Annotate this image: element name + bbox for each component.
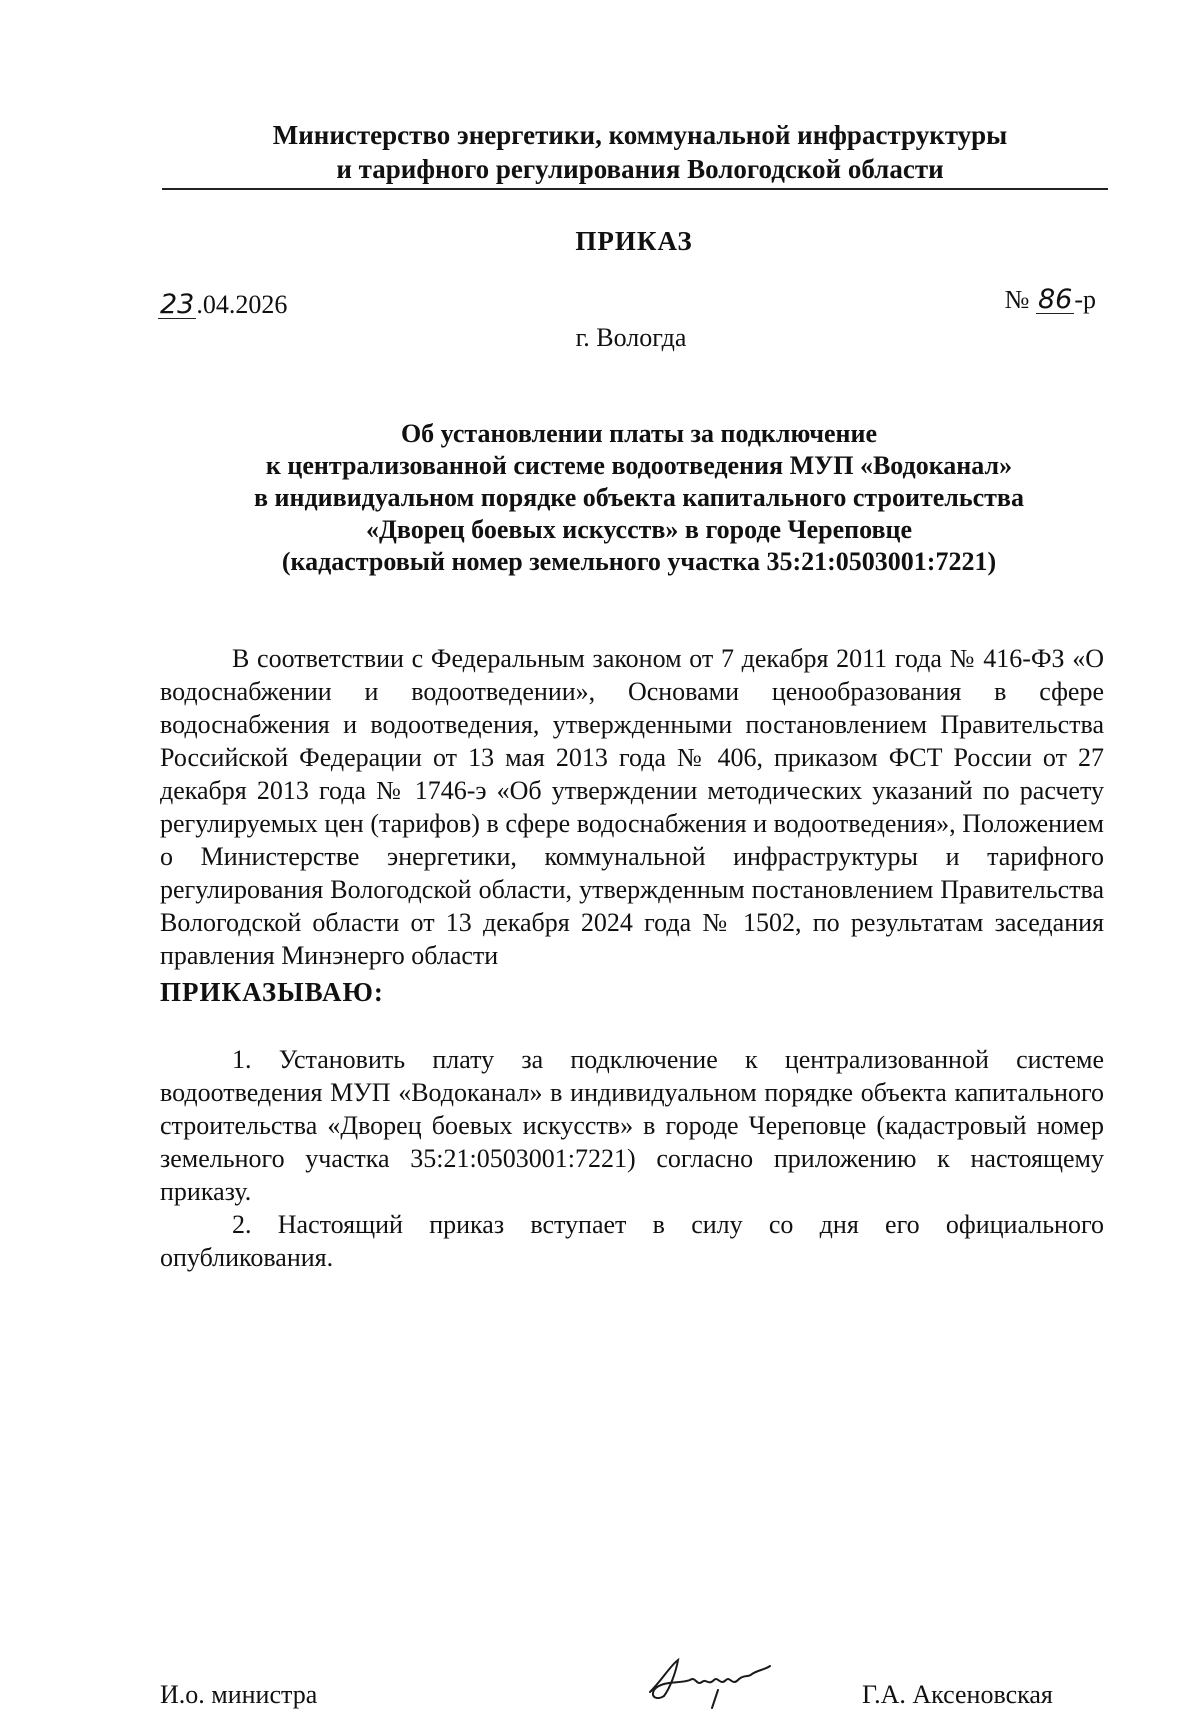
preamble-paragraph: В соответствии с Федеральным законом от 7 декабря 2011 года № 416-ФЗ «О водоснабжении и водоотведении», Основами ценообразования в сфере водоснабжения и водоотведения, утвержденными постановлением Правительства Российской Федерации от 13 мая 2013 года № 406, приказом ФСТ России от 27 декабря 2013 года № 1746-э «Об утверждении методических указаний по расчету регулируемых цен (тарифов) в сфере водоснабжения и водоотведения», Положением о Министерстве энергетики, коммунальной инфраструктуры и тарифного регулирования Вологодской области, утвержденным постановлением Правительства Вологодской области от 13 декабря 2024 года № 1502, по результатам заседания правления Минэнерго области [160, 644, 1104, 970]
document-body [160, 642, 1104, 1274]
org-header [160, 118, 1120, 186]
subject-line-2: к централизованной системе водоотведения МУП «Водоканал» [265, 451, 1013, 480]
date-month-year: .04.2026 [196, 290, 288, 319]
number-handwritten: 86 [1037, 284, 1073, 315]
handwritten-signature [640, 1650, 790, 1710]
number-sign: № [1004, 285, 1030, 314]
order-item-2: 2. Настоящий приказ вступает в силу со дня его официального опубликования. [160, 1210, 1104, 1272]
document-number [1005, 285, 1096, 315]
org-name-line-1: Министерство энергетики, коммунальной инфраструктуры [272, 120, 1008, 150]
order-heading: ПРИКАЗЫВАЮ: [160, 977, 384, 1007]
number-suffix: -р [1074, 285, 1096, 314]
document-date [158, 290, 287, 320]
org-name-line-2: и тарифного регулирования Вологодской области [336, 154, 944, 184]
subject-line-3: в индивидуальном порядке объекта капитального строительства [254, 483, 1024, 512]
document-type: ПРИКАЗ [575, 226, 693, 256]
document-subject [180, 418, 1098, 578]
order-item-1: 1. Установить плату за подключение к централизованной системе водоотведения МУП «Водоканал» в индивидуальном порядке объекта капитального строительства «Дворец боевых искусств» в городе Череповце (кадастровый номер земельного участка 35:21:0503001:7221) согласно приложению к настоящему приказу. [160, 1045, 1104, 1206]
header-divider [162, 188, 1108, 190]
date-day-handwritten: 23 [160, 289, 195, 320]
subject-line-5: (кадастровый номер земельного участка 35:21:0503001:7221) [281, 547, 997, 576]
document-city: г. Вологда [575, 323, 687, 352]
subject-line-4: «Дворец боевых искусств» в городе Череповце [365, 515, 913, 544]
signatory-position: И.о. министра [160, 1680, 318, 1709]
signatory-name: Г.А. Аксеновская [862, 1680, 1053, 1709]
subject-line-1: Об установлении платы за подключение [400, 419, 878, 448]
